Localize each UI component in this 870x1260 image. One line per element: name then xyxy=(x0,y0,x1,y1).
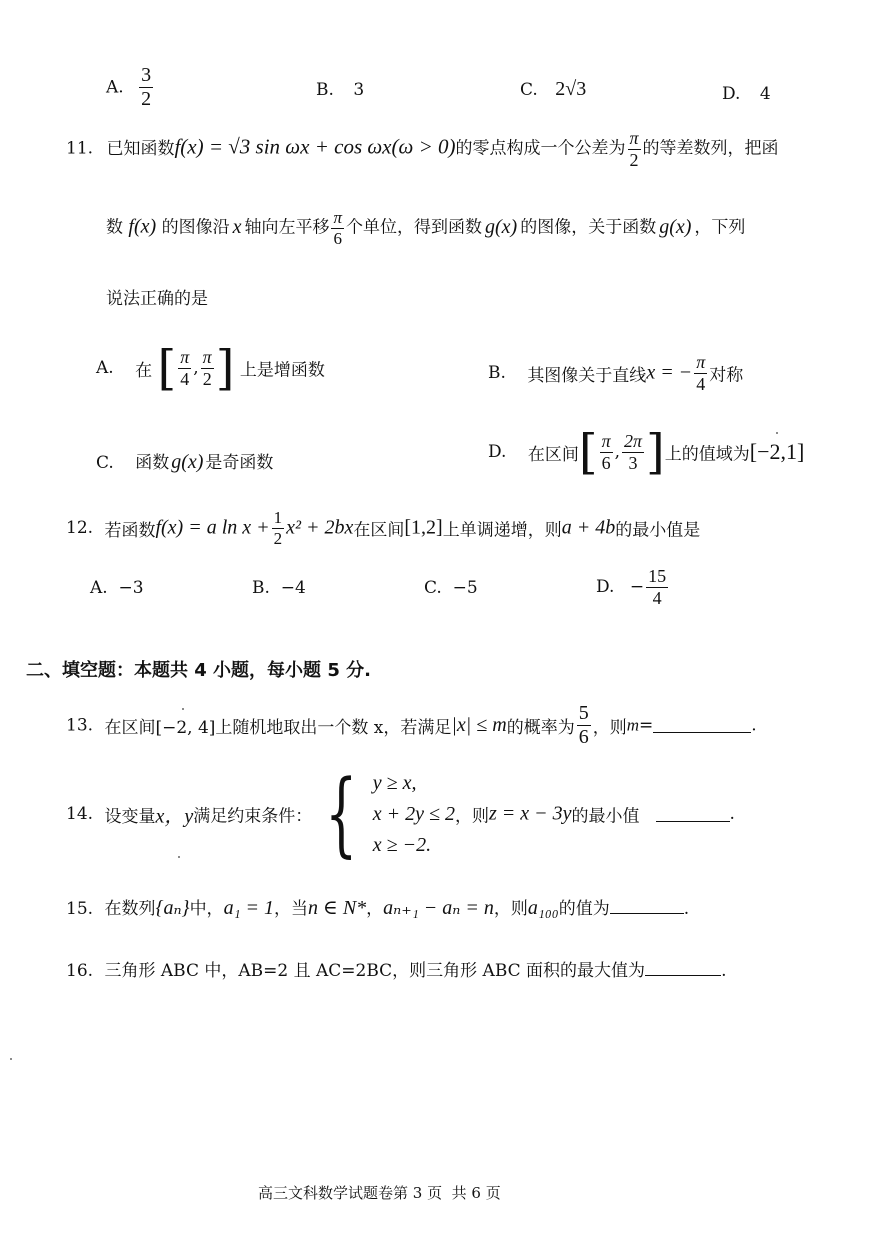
period: . xyxy=(751,715,757,736)
formula: |x| ≤ m xyxy=(451,714,507,736)
option-value: 2√3 xyxy=(555,78,587,100)
numerator: 3 xyxy=(141,64,152,86)
option-value: 4 xyxy=(759,84,771,104)
question-number: 12. xyxy=(66,518,94,539)
question-text: 上单调递增，则 xyxy=(442,520,562,541)
numerator: π xyxy=(333,208,342,227)
q10-option-d xyxy=(722,84,771,104)
denominator: 4 xyxy=(696,373,706,394)
denominator: 4 xyxy=(180,368,190,389)
question-number: 16. xyxy=(66,961,94,981)
denominator: 6 xyxy=(601,452,611,473)
fraction xyxy=(331,208,344,248)
question-text: 的图像沿 xyxy=(161,217,230,238)
formula: g(x) xyxy=(171,451,204,473)
option-text: A. −3 xyxy=(90,578,144,598)
formula: [−2,1] xyxy=(749,439,805,464)
variables: x，y xyxy=(155,805,194,828)
numerator: π xyxy=(202,346,212,367)
constraint: x + 2y ≤ 2 xyxy=(372,802,455,825)
denominator: 2 xyxy=(273,528,283,548)
option-text: 对称 xyxy=(709,365,744,386)
bracket-left: [ xyxy=(578,424,598,480)
option-label: D. xyxy=(722,84,741,104)
q11-line-3 xyxy=(106,284,208,309)
option-text: 函数 xyxy=(135,453,170,473)
denominator: 6 xyxy=(578,726,589,748)
formula: f(x) = √3 sin ωx + cos ωx(ω > 0) xyxy=(174,134,456,159)
q11-option-b xyxy=(488,352,743,394)
question-text: 的最小值是 xyxy=(615,520,701,541)
equals: = xyxy=(638,715,654,736)
formula: f(x) xyxy=(128,215,157,238)
question-text: ，当 xyxy=(274,899,309,919)
question-text: ，下列 xyxy=(694,217,746,238)
fraction xyxy=(201,347,214,389)
option-value: 3 xyxy=(353,80,365,100)
question-text: 的等差数列，把函 xyxy=(642,138,779,159)
q14-stem xyxy=(66,760,735,867)
brace: { xyxy=(325,760,358,867)
fraction xyxy=(139,64,153,111)
q16-stem xyxy=(66,956,726,981)
bracket-left: [ xyxy=(157,340,177,396)
fraction xyxy=(622,431,644,473)
formula: g(x) xyxy=(485,215,518,238)
option-text: 在区间 xyxy=(527,444,579,465)
bracket-right: ] xyxy=(215,340,235,396)
formula: f(x) = a ln x + xyxy=(155,516,270,539)
q13-stem xyxy=(66,702,757,749)
formula: a₁ = 1 xyxy=(223,897,275,919)
formula: aₙ₊₁ − aₙ = n xyxy=(383,897,494,919)
page-footer: 高三文科数学试题卷第 3 页 共 6 页 xyxy=(258,1184,501,1202)
fraction xyxy=(577,702,591,749)
period: . xyxy=(721,961,727,981)
constraint: y ≥ x, xyxy=(372,771,417,794)
constraint-system xyxy=(312,760,455,867)
q12-option-b xyxy=(252,578,306,598)
q11-option-d xyxy=(488,424,805,480)
answer-blank[interactable] xyxy=(645,961,721,976)
question-text: 说法正确的是 xyxy=(106,289,208,309)
question-text: 数 xyxy=(106,217,123,238)
variable: m xyxy=(626,715,639,735)
question-text: 个单位，得到函数 xyxy=(346,217,482,238)
question-text: 三角形 ABC 中，AB=2 且 AC=2BC，则三角形 ABC 面积的最大值为 xyxy=(104,961,646,981)
formula: a + 4b xyxy=(561,516,616,539)
question-number: 11. xyxy=(66,138,94,159)
formula: a₁₀₀ xyxy=(527,897,559,919)
option-label: D. xyxy=(488,442,507,462)
answer-blank[interactable] xyxy=(656,807,730,822)
formula: z = x − 3y xyxy=(489,802,572,825)
formula: {aₙ} xyxy=(155,897,190,919)
fraction xyxy=(646,566,668,608)
q11-line-1 xyxy=(66,128,779,170)
period: . xyxy=(729,804,735,824)
question-text: 若函数 xyxy=(104,520,156,541)
q11-option-c xyxy=(96,448,273,474)
fraction xyxy=(600,431,613,473)
q10-option-c xyxy=(520,78,586,101)
denominator: 3 xyxy=(628,452,638,473)
numerator: 15 xyxy=(648,566,667,586)
question-text: 的零点构成一个公差为 xyxy=(455,138,626,159)
scan-speck xyxy=(182,708,184,710)
question-text: 轴向左平移 xyxy=(244,217,330,238)
option-text: B. −4 xyxy=(252,578,306,598)
question-text: 满足约束条件： xyxy=(193,806,313,827)
q12-option-c xyxy=(424,578,478,598)
variable: x xyxy=(232,215,242,238)
question-number: 14. xyxy=(66,804,94,824)
question-text: 的值为 xyxy=(558,899,610,919)
option-label: D. xyxy=(596,577,615,598)
formula: [1,2] xyxy=(404,516,443,539)
fraction xyxy=(628,128,641,170)
formula: g(x) xyxy=(659,215,692,238)
option-text: 是奇函数 xyxy=(205,453,274,473)
option-text: 上是增函数 xyxy=(239,360,325,381)
formula: x² + 2bx xyxy=(286,516,354,539)
section-heading: 二、填空题：本题共 4 小题，每小题 5 分. xyxy=(26,660,371,681)
question-text: 中， xyxy=(189,899,224,919)
question-text: ， xyxy=(366,899,384,919)
formula: n ∈ N* xyxy=(308,897,367,919)
question-number: 13. xyxy=(66,715,94,736)
option-label: A. xyxy=(96,358,114,378)
denominator: 2 xyxy=(141,88,152,110)
question-number: 15. xyxy=(66,899,94,919)
numerator: 2π xyxy=(624,430,643,451)
option-text: 其图像关于直线 xyxy=(527,365,647,386)
option-label: C. xyxy=(520,80,538,100)
sign: − xyxy=(629,577,645,598)
numerator: π xyxy=(629,128,639,148)
question-text: 的概率为 xyxy=(506,718,575,738)
denominator: 2 xyxy=(202,368,212,389)
question-text: ，则 xyxy=(455,806,489,827)
fraction xyxy=(694,352,707,394)
numerator: π xyxy=(601,430,611,451)
q11-option-a xyxy=(96,340,325,396)
option-label: C. xyxy=(96,453,114,473)
question-text: 设变量 xyxy=(104,806,156,827)
q11-line-2 xyxy=(106,208,745,248)
numerator: 5 xyxy=(578,702,589,724)
q12-option-a xyxy=(90,578,144,598)
comma: , xyxy=(614,442,621,462)
q10-option-a xyxy=(106,64,155,111)
numerator: π xyxy=(180,346,190,367)
question-text: 在区间 xyxy=(353,520,405,541)
comma: , xyxy=(193,358,199,378)
numerator: 1 xyxy=(273,508,283,527)
option-label: A. xyxy=(106,77,124,98)
q12-option-d xyxy=(596,566,670,608)
question-text: 的最小值 xyxy=(571,806,640,827)
question-text: ，则 xyxy=(592,718,627,738)
bracket-right: ] xyxy=(646,424,665,480)
q15-stem xyxy=(66,894,689,920)
scan-speck xyxy=(776,432,778,434)
scan-speck xyxy=(178,856,180,858)
scan-speck xyxy=(10,1058,12,1060)
constraint: x ≥ −2. xyxy=(372,833,432,856)
question-text: 在区间[−2, 4]上随机地取出一个数 x，若满足 xyxy=(104,718,452,738)
question-text: 在数列 xyxy=(104,899,156,919)
question-text: ，则 xyxy=(493,899,528,919)
question-text: 的图像，关于函数 xyxy=(520,217,657,238)
period: . xyxy=(683,899,690,919)
q10-option-b xyxy=(316,80,364,100)
option-text: 上的值域为 xyxy=(664,444,750,465)
fraction xyxy=(272,508,285,548)
denominator: 2 xyxy=(629,149,639,170)
denominator: 4 xyxy=(652,587,662,608)
numerator: π xyxy=(696,352,706,372)
answer-blank[interactable] xyxy=(653,718,751,733)
option-text: 在 xyxy=(135,360,153,381)
fraction xyxy=(178,347,191,389)
denominator: 6 xyxy=(333,228,342,248)
q12-stem xyxy=(66,508,700,548)
option-label: B. xyxy=(316,80,334,100)
formula: x = − xyxy=(646,361,693,384)
answer-blank[interactable] xyxy=(610,899,684,914)
question-text: 已知函数 xyxy=(106,138,175,159)
option-label: B. xyxy=(488,363,506,384)
option-text: C. −5 xyxy=(424,578,478,598)
